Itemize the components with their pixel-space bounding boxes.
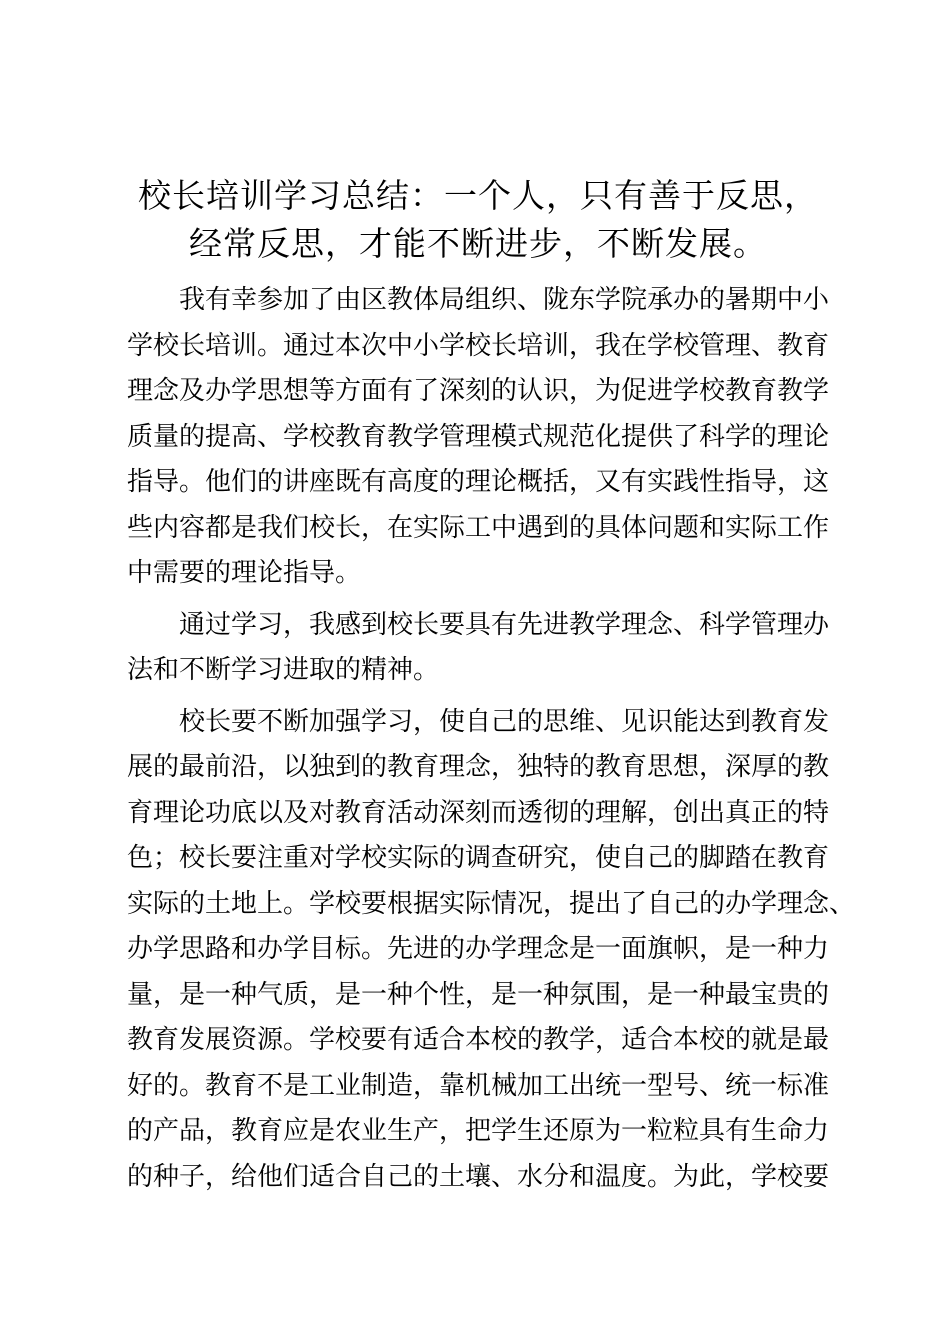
title-line-1: 校长培训学习总结：一个人，只有善于反思， (138, 176, 818, 215)
text-line: 量，是一种气质，是一种个性，是一种氛围，是一种最宝贵的 (127, 979, 830, 1010)
document-title (118, 172, 838, 268)
text-line: 的种子，给他们适合自己的土壤、水分和温度。为此，学校要 (127, 1161, 830, 1192)
text-line: 好的。教育不是工业制造，靠机械加工出统一型号、统一标准 (127, 1070, 830, 1101)
text-line: 学校长培训。通过本次中小学校长培训，我在学校管理、教育 (127, 330, 830, 361)
text-line: 展的最前沿，以独到的教育理念，独特的教育思想，深厚的教 (127, 752, 830, 782)
text-line: 校长要不断加强学习，使自己的思维、见识能达到教育发 (179, 706, 830, 737)
text-line: 实际的土地上。学校要根据实际情况，提出了自己的办学理念、 (127, 888, 856, 919)
text-line: 育理论功底以及对教育活动深刻而透彻的理解，创出真正的特 (127, 797, 830, 828)
text-line: 的产品，教育应是农业生产，把学生还原为一粒粒具有生命力 (127, 1116, 830, 1146)
text-line: 办学思路和办学目标。先进的办学理念是一面旗帜，是一种力 (127, 934, 830, 964)
text-line: 质量的提高、学校教育教学管理模式规范化提供了科学的理论 (127, 421, 830, 452)
paragraph-2 (127, 603, 839, 694)
text-line: 教育发展资源。学校要有适合本校的教学，适合本校的就是最 (127, 1025, 830, 1055)
paragraph-1 (127, 278, 839, 597)
title-line-2: 经常反思，才能不断进步，不断发展。 (189, 224, 767, 263)
text-line: 中需要的理论指导。 (127, 558, 362, 588)
text-line: 指导。他们的讲座既有高度的理论概括，又有实践性指导，这 (127, 467, 830, 497)
text-line: 我有幸参加了由区教体局组织、陇东学院承办的暑期中小 (179, 285, 830, 315)
text-line: 些内容都是我们校长，在实际工中遇到的具体问题和实际工作 (127, 512, 830, 543)
text-line: 理念及办学思想等方面有了深刻的认识，为促进学校教育教学 (127, 376, 830, 406)
paragraph-3 (127, 700, 856, 1201)
text-line: 通过学习，我感到校长要具有先进教学理念、科学管理办 (179, 609, 830, 640)
text-line: 色；校长要注重对学校实际的调查研究，使自己的脚踏在教育 (127, 843, 830, 873)
document-body (127, 278, 856, 1206)
text-line: 法和不断学习进取的精神。 (127, 655, 440, 685)
